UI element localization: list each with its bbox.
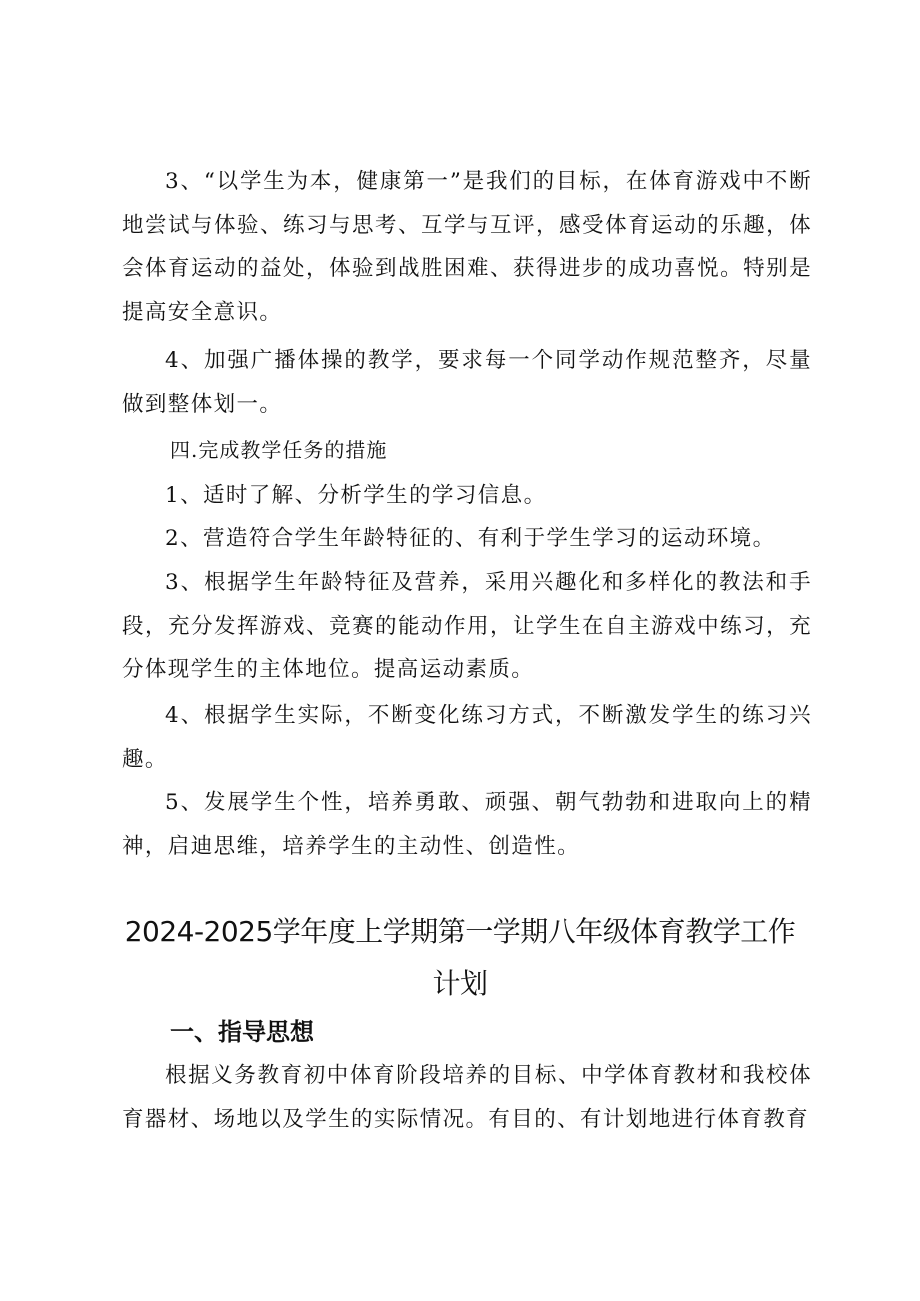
section-1-heading: 一、指导思想 <box>170 1018 314 1046</box>
document-title-line-1: 2024-2025学年度上学期第一学期八年级体育教学工作 <box>124 915 796 948</box>
measure-item-1: 1、适时了解、分析学生的学习信息。 <box>165 483 547 508</box>
measure-item-2: 2、营造符合学生年龄特征的、有利于学生学习的运动环境。 <box>165 526 776 551</box>
measure-item-3: 3、根据学生年龄特征及营养，采用兴趣化和多样化的教法和手段，充分发挥游戏、竞赛的能动作用，让学生在自主游戏中练习，充分体现学生的主体地位。提高运动素质。 <box>122 570 812 682</box>
measure-item-5: 5、发展学生个性，培养勇敢、顽强、朝气勃勃和进取向上的精神，启迪思维，培养学生的主动性、创造性。 <box>122 790 812 859</box>
paragraph-item-3: 3、“以学生为本，健康第一”是我们的目标，在体育游戏中不断地尝试与体验、练习与思考、互学与互评，感受体育运动的乐趣，体会体育运动的益处，体验到战胜困难、获得进步的成功喜悦。特别是提高安全意识。 <box>122 169 812 325</box>
paragraph-item-4: 4、加强广播体操的教学，要求每一个同学动作规范整齐，尽量做到整体划一。 <box>122 348 812 417</box>
section-four-heading: 四.完成教学任务的措施 <box>170 438 388 462</box>
document-title-line-2: 计划 <box>432 967 488 1000</box>
measure-item-4: 4、根据学生实际，不断变化练习方式，不断激发学生的练习兴趣。 <box>122 703 812 772</box>
section-1-text: 根据义务教育初中体育阶段培养的目标、中学体育教材和我校体育器材、场地以及学生的实际情况。有目的、有计划地进行体育教育 <box>122 1063 812 1132</box>
